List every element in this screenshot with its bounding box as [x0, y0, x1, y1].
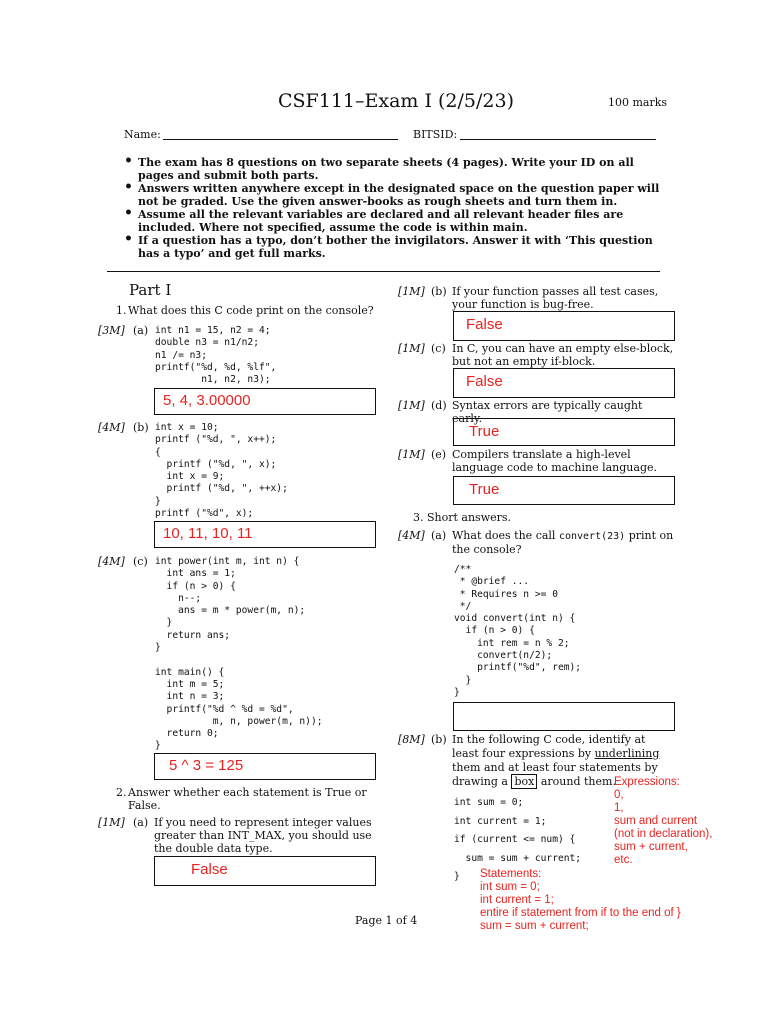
q2c-marks: [1M]: [398, 342, 425, 355]
q2d-label: (d): [431, 399, 447, 412]
exam-title: CSF111–Exam I (2/5/23): [278, 90, 514, 112]
q1c-code: int power(int m, int n) { int ans = 1; if (n > 0) { n--; ans = m * power(m, n); } return ans; } int main() { int m = 5; int n = 3; printf("%d ^ %d = %d", m, n, power(m, n)); return 0; }: [155, 556, 323, 752]
expressions-answer: [614, 776, 712, 867]
q2c-answer: False: [466, 373, 503, 390]
q1a-answer-box[interactable]: [154, 388, 376, 415]
q2a-answer-box[interactable]: [154, 856, 376, 886]
q3b-code-line: }: [454, 871, 460, 882]
instructions: [124, 156, 664, 260]
section-divider: [107, 271, 660, 272]
q1c-answer: 5 ^ 3 = 125: [169, 757, 244, 774]
statements-line: Statements:: [480, 868, 542, 880]
q2e-answer-box[interactable]: [453, 476, 675, 505]
q1a-answer: 5, 4, 3.00000: [163, 392, 251, 409]
q2b-text: If your function passes all test cases, your function is bug-free.: [452, 285, 659, 311]
q3-number: 3.: [413, 511, 424, 524]
q1b-marks: [4M]: [98, 421, 125, 434]
q2b-label: (b): [431, 285, 447, 298]
q1a-marks: [3M]: [98, 324, 125, 337]
q2c-label: (c): [431, 342, 446, 355]
q1c-label: (c): [133, 555, 148, 568]
expressions-line: Expressions:: [614, 776, 680, 788]
q2b-answer: False: [466, 316, 503, 333]
q1b-label: (b): [133, 421, 149, 434]
q2b-answer-box[interactable]: [453, 311, 675, 341]
q3a-label: (a): [431, 529, 447, 542]
name-label: Name:: [124, 128, 161, 141]
q1a-label: (a): [133, 324, 149, 337]
q1a-code: int n1 = 15, n2 = 4; double n3 = n1/n2; n1 /= n3; printf("%d, %d, %lf", n1, n2, n3);: [155, 325, 277, 386]
q1c-marks: [4M]: [98, 555, 125, 568]
part-title: Part I: [129, 281, 172, 299]
q1-text: What does this C code print on the console?: [128, 304, 374, 317]
q1-number: 1.: [116, 304, 127, 317]
q3b-code-line: sum = sum + current;: [454, 853, 582, 864]
name-field[interactable]: [163, 139, 398, 140]
q2e-text: Compilers translate a high-level language code to machine language.: [452, 448, 657, 474]
q3a-marks: [4M]: [398, 529, 425, 542]
q3b-code-line: int sum = 0;: [454, 797, 524, 808]
q1c-answer-box[interactable]: [154, 753, 376, 780]
q2c-answer-box[interactable]: [453, 368, 675, 398]
q2d-answer: True: [469, 423, 500, 440]
q3b-underline-word: underlining: [594, 747, 660, 760]
instruction-item: • If a question has a typo, don’t bother the invigilators. Answer it with ‘This question has a typo’ and get full marks.: [124, 234, 664, 260]
bitsid-label: BITSID:: [413, 128, 458, 141]
statements-answer: [480, 868, 681, 933]
expressions-line: 1,: [614, 802, 624, 814]
q3b-box-word: box: [511, 774, 537, 789]
instruction-item: • Answers written anywhere except in the designated space on the question paper will not be graded. Use the given answer-books as rough sheets and turn them in.: [124, 182, 664, 208]
statements-line: int current = 1;: [480, 894, 554, 906]
q3b-marks: [8M]: [398, 733, 425, 746]
q2a-answer: False: [191, 861, 228, 878]
q2e-answer: True: [469, 481, 500, 498]
q2a-marks: [1M]: [98, 816, 125, 829]
q3b-text1: In the following C code, identify at least four expressions by: [452, 733, 646, 760]
q1b-code: int x = 10; printf ("%d, ", x++); { printf ("%d, ", x); int x = 9; printf ("%d, ", ++x); } printf ("%d", x);: [155, 422, 288, 520]
instruction-item: • The exam has 8 questions on two separate sheets (4 pages). Write your ID on all pages and submit both parts.: [124, 156, 664, 182]
statements-line: sum = sum + current;: [480, 920, 589, 932]
q3-text: Short answers.: [427, 511, 512, 524]
q1b-answer: 10, 11, 10, 11: [163, 525, 253, 542]
expressions-line: sum + current,: [614, 841, 688, 853]
q3a-text-code: convert(23): [558, 531, 626, 542]
q3a-code: /** * @brief ... * Requires n >= 0 */ void convert(int n) { if (n > 0) { int rem = n % 2; convert(n/2); printf("%d", rem); } }: [454, 564, 582, 698]
q2a-label: (a): [133, 816, 149, 829]
expressions-line: 0,: [614, 789, 624, 801]
instruction-item: • Assume all the relevant variables are declared and all relevant header files are included. Where not specified, assume the code is within main.: [124, 208, 664, 234]
q2-number: 2.: [116, 786, 127, 799]
q1b-answer-box[interactable]: [154, 521, 376, 548]
q3b-label: (b): [431, 733, 447, 746]
q2-text: Answer whether each statement is True or False.: [128, 786, 367, 812]
expressions-line: etc.: [614, 854, 633, 866]
q2b-marks: [1M]: [398, 285, 425, 298]
q3a-text-post: print on the console?: [452, 529, 674, 556]
q2e-marks: [1M]: [398, 448, 425, 461]
q2a-text: If you need to represent integer values greater than INT_MAX, you should use the double data type.: [154, 816, 372, 855]
q3b-code-line: if (current <= num) {: [454, 834, 576, 845]
statements-line: int sum = 0;: [480, 881, 540, 893]
q2d-answer-box[interactable]: [453, 418, 675, 446]
q2d-text: Syntax errors are typically caught early.: [452, 399, 643, 425]
total-marks: 100 marks: [608, 96, 668, 109]
q2e-label: (e): [431, 448, 447, 461]
page-number: Page 1 of 4: [355, 914, 418, 927]
q3b-code-line: int current = 1;: [454, 816, 547, 827]
q3b-text3: around them.: [540, 775, 616, 788]
q3b-text2: them and at least four statements by drawing a: [452, 761, 658, 788]
q3a-text: [452, 529, 674, 556]
q3a-answer-box[interactable]: [453, 702, 675, 731]
expressions-line: sum and current: [614, 815, 698, 827]
bitsid-field[interactable]: [460, 139, 656, 140]
q2c-text: In C, you can have an empty else-block, but not an empty if-block.: [452, 342, 674, 368]
q2d-marks: [1M]: [398, 399, 425, 412]
statements-line: entire if statement from if to the end of }: [480, 907, 681, 919]
q3a-text-pre: What does the call: [452, 529, 556, 542]
expressions-line: (not in declaration),: [614, 828, 713, 840]
